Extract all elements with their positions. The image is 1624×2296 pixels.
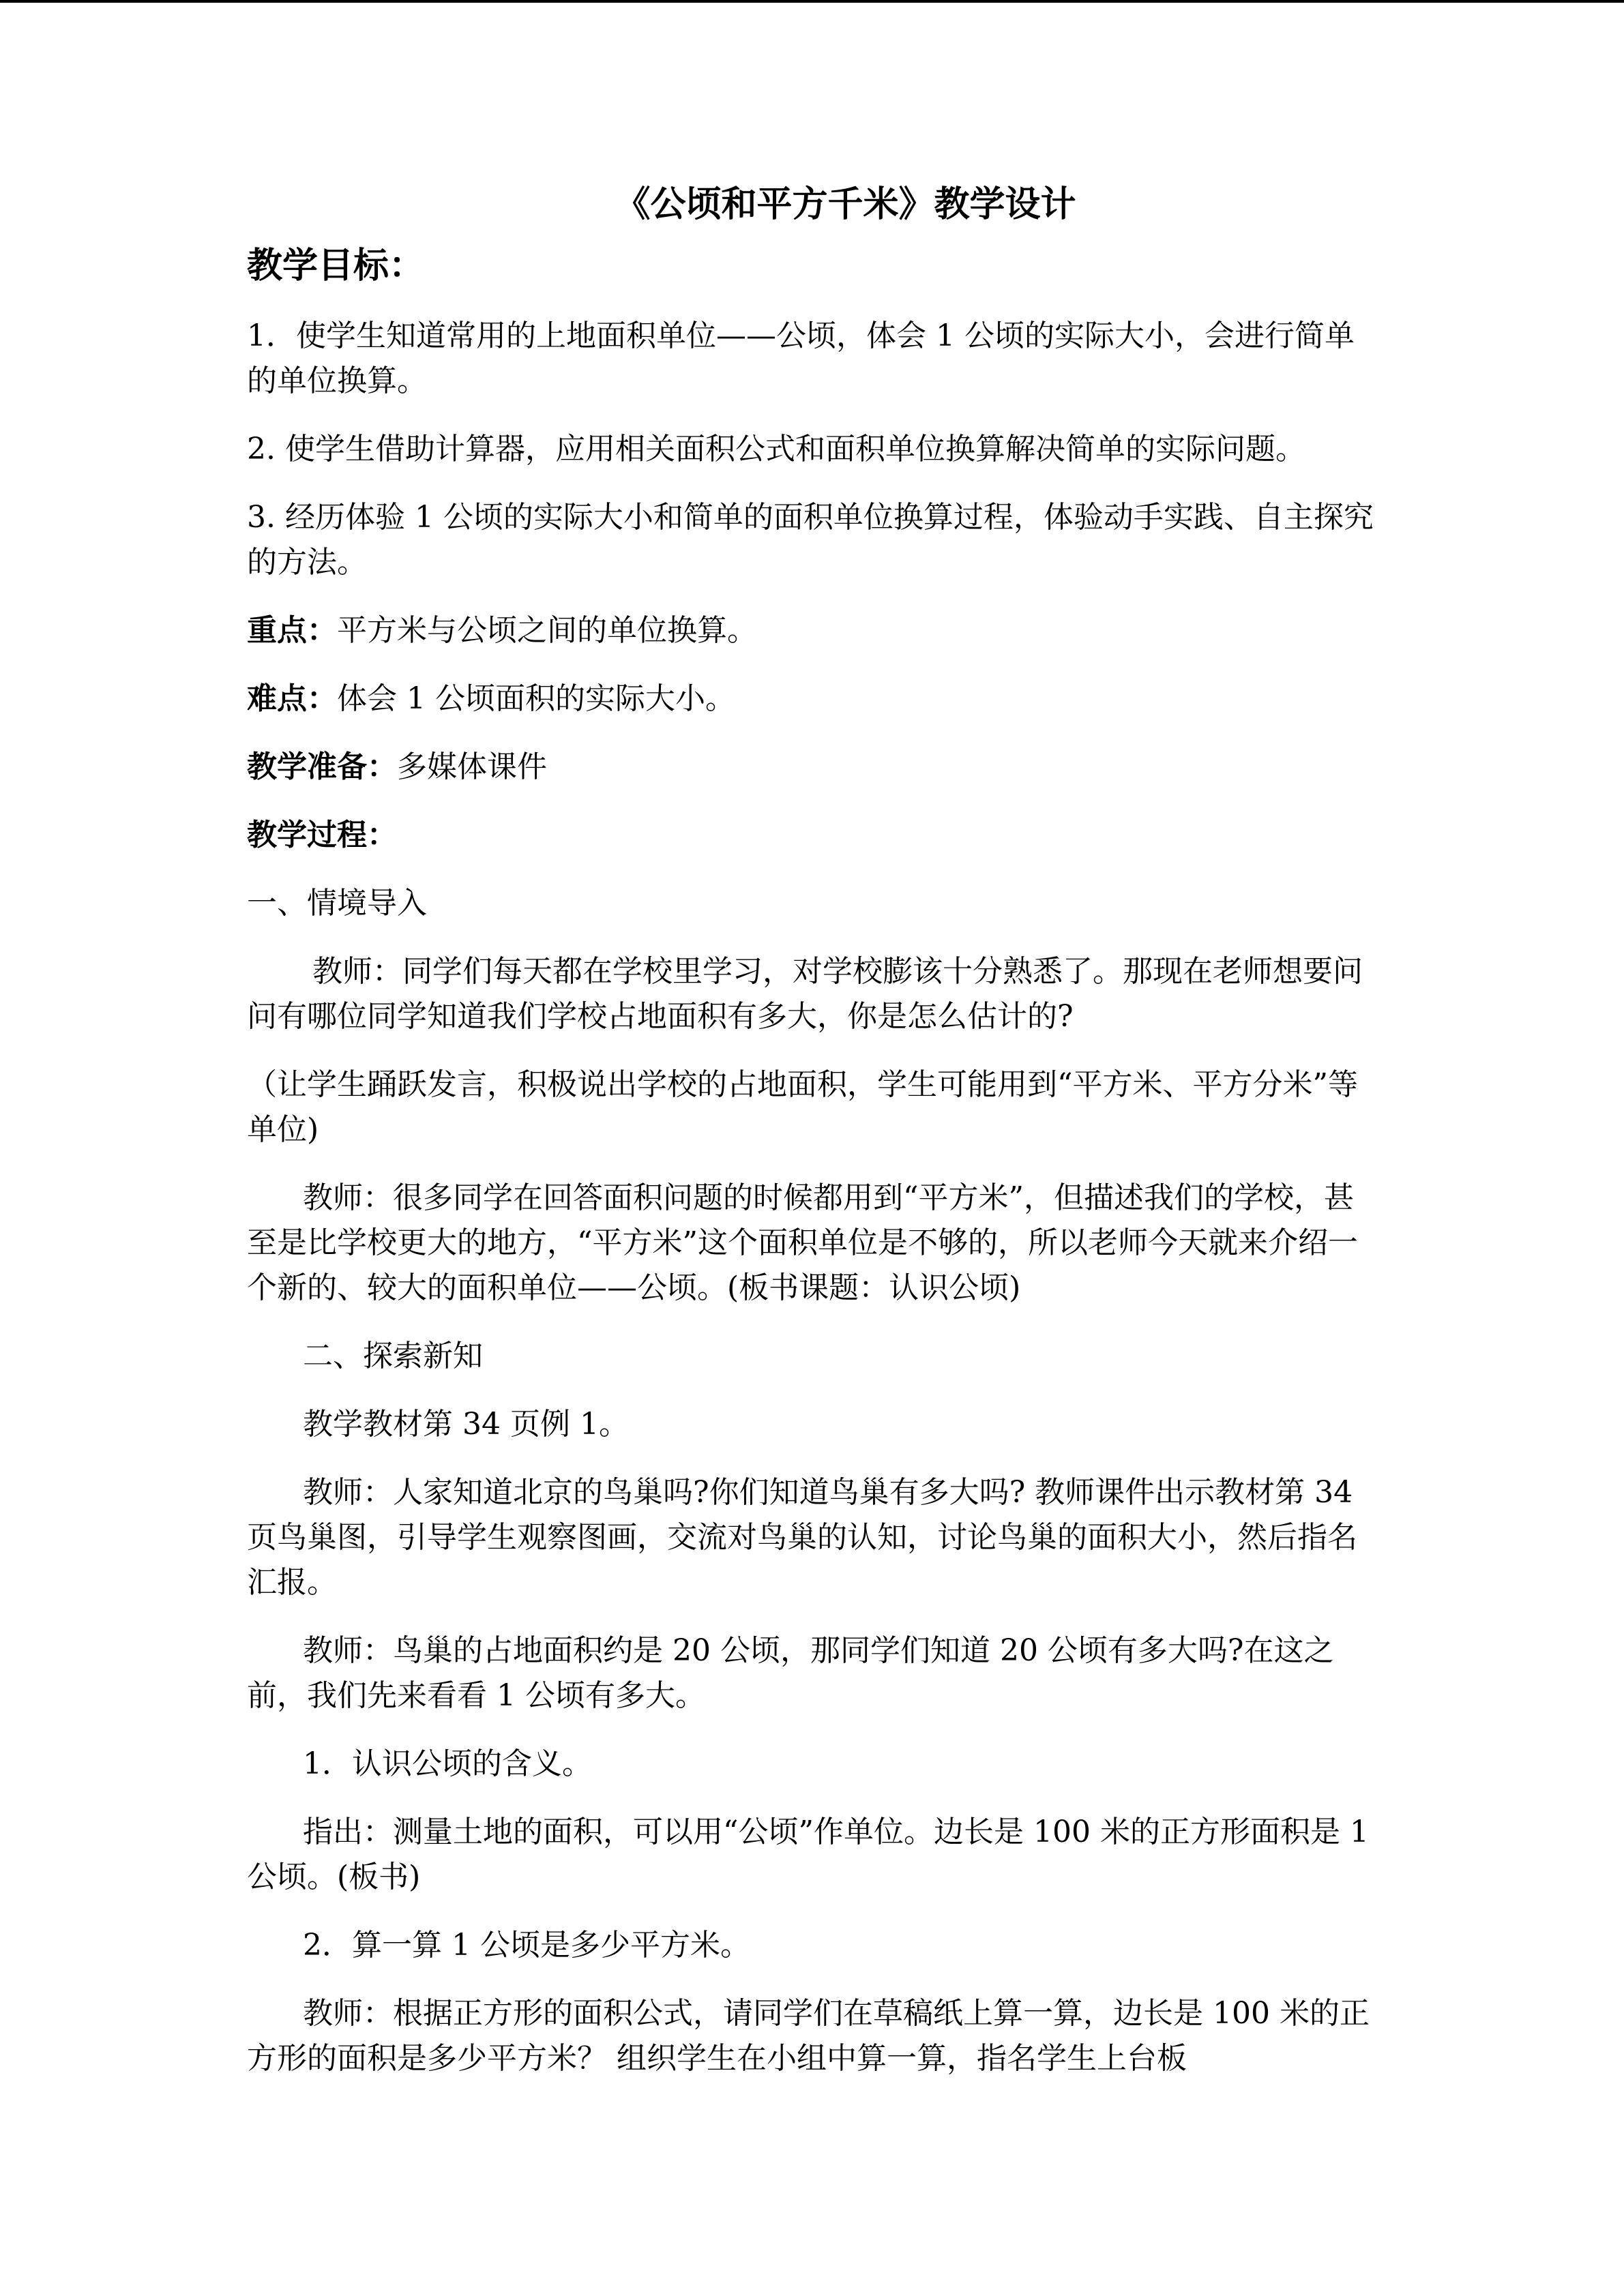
paragraph-birds-nest-area: 教师：鸟巢的占地面积约是 20 公顷，那同学们知道 20 公顷有多大吗?在这之前，我们先来看看 1 公顷有多大。 xyxy=(247,1633,1334,1713)
objective-3: 3. 经历体验 1 公顷的实际大小和简单的面积单位换算过程，体验动手实践、自主探究的方法。 xyxy=(247,500,1374,580)
section-intro-heading: 一、情境导入 xyxy=(247,886,427,921)
paragraph-calculate-area: 教师：根据正方形的面积公式，请同学们在草稿纸上算一算，边长是 100 米的正方形的面积是多少平方米？ 组织学生在小组中算一算，指名学生上台板 xyxy=(247,1996,1370,2076)
document-title: 《公顷和平方千米》教学设计 xyxy=(615,183,1076,225)
key-point xyxy=(247,608,1379,653)
preparation-text: 多媒体课件 xyxy=(397,749,547,784)
key-point-text: 平方米与公顷之间的单位换算。 xyxy=(337,613,757,648)
paragraph-teacher-intro-unit: 教师：很多同学在回答面积问题的时候都用到“平方米”，但描述我们的学校，甚至是比学校更大的地方，“平方米”这个面积单位是不够的，所以老师今天就来介绍一个新的、较大的面积单位——公顷。(板书课题：认识公顷) xyxy=(247,1180,1358,1305)
objective-1: 1．使学生知道常用的上地面积单位——公顷，体会 1 公顷的实际大小，会进行简单的单位换算。 xyxy=(247,318,1355,398)
difficulty-text: 体会 1 公顷面积的实际大小。 xyxy=(337,681,735,716)
document-page xyxy=(247,184,1379,2104)
step-2-heading: 2．算一算 1 公顷是多少平方米。 xyxy=(303,1928,750,1963)
preparation xyxy=(247,745,1379,790)
objective-2: 2. 使学生借助计算器，应用相关面积公式和面积单位换算解决简单的实际问题。 xyxy=(247,432,1305,466)
difficulty xyxy=(247,676,1379,721)
paragraph-textbook-example: 教学教材第 34 页例 1。 xyxy=(303,1407,629,1442)
paragraph-teacher-question: 教师：同学们每天都在学校里学习，对学校膨该十分熟悉了。那现在老师想要问问有哪位同学知道我们学校占地面积有多大，你是怎么估计的? xyxy=(247,954,1363,1034)
objectives-heading: 教学目标： xyxy=(247,245,425,286)
key-point-label: 重点： xyxy=(247,613,337,648)
section-explore-heading: 二、探索新知 xyxy=(303,1339,483,1373)
paragraph-hectare-definition: 指出：测量土地的面积，可以用“公顷”作单位。边长是 100 米的正方形面积是 1 公顷。(板书) xyxy=(247,1815,1369,1894)
top-border-line xyxy=(0,0,1624,3)
paragraph-birds-nest: 教师：人家知道北京的鸟巢吗?你们知道鸟巢有多大吗? 教师课件出示教材第 34 页鸟巢图，引导学生观察图画，交流对鸟巢的认知，讨论鸟巢的面积大小，然后指名汇报。 xyxy=(247,1475,1357,1600)
step-1-heading: 1．认识公顷的含义。 xyxy=(303,1746,592,1781)
difficulty-label: 难点： xyxy=(247,681,337,716)
paragraph-student-response: （让学生踊跃发言，积极说出学校的占地面积，学生可能用到“平方米、平方分米”等单位) xyxy=(247,1067,1358,1147)
process-heading: 教学过程： xyxy=(247,818,397,852)
preparation-label: 教学准备： xyxy=(247,749,397,784)
